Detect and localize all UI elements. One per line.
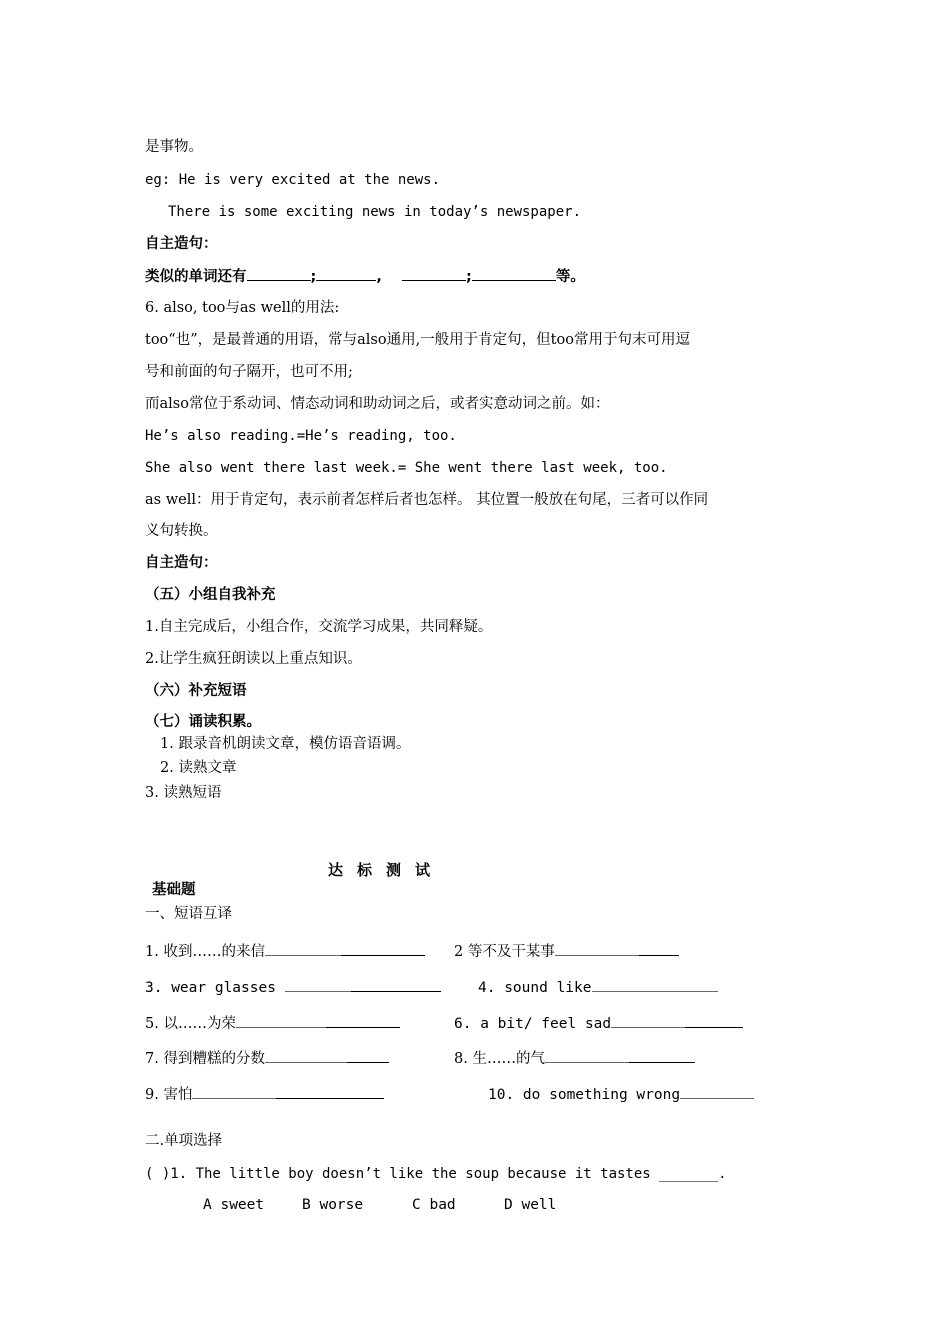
phrase-item bbox=[145, 1084, 384, 1105]
option-b[interactable]: B worse bbox=[302, 1197, 364, 1213]
answer-blank[interactable] bbox=[592, 977, 718, 992]
text-line: 1.自主完成后，小组合作，交流学习成果，共同释疑。 bbox=[145, 619, 493, 635]
answer-blank[interactable] bbox=[351, 977, 441, 992]
section-heading: （五）小组自我补充 bbox=[145, 587, 276, 603]
answer-blank[interactable] bbox=[265, 941, 341, 956]
phrase-text: 2 等不及干某事 bbox=[454, 944, 555, 960]
phrase-item bbox=[145, 941, 425, 962]
phrase-text: 8. 生……的气 bbox=[454, 1051, 545, 1067]
text-line: as well：用于肯定句，表示前者怎样后者也怎样。 其位置一般放在句尾，三者可以作同 bbox=[145, 492, 709, 508]
answer-blank[interactable] bbox=[285, 977, 351, 992]
answer-blank[interactable] bbox=[639, 941, 679, 956]
phrase-item bbox=[478, 977, 718, 998]
phrase-item bbox=[454, 941, 679, 962]
phrase-text: 9. 害怕 bbox=[145, 1087, 193, 1103]
phrase-text: 1. 收到……的来信 bbox=[145, 944, 265, 960]
phrase-text: 7. 得到糟糕的分数 bbox=[145, 1051, 265, 1067]
phrase-item bbox=[488, 1084, 754, 1105]
test-title: 达标测试 bbox=[328, 861, 445, 879]
text-line: 而also常位于系动词、情态动词和助动词之后，或者实意动词之前。如： bbox=[145, 396, 610, 412]
answer-blank[interactable] bbox=[611, 1013, 685, 1028]
self-sentence-label: 自主造句： bbox=[145, 236, 218, 252]
text-line: too“也”，是最普通的用语，常与also通用,一般用于肯定句，但too常用于句末可用逗 bbox=[145, 332, 690, 348]
example-line: There is some exciting news in today’s newspaper. bbox=[168, 204, 582, 220]
answer-blank[interactable] bbox=[545, 1048, 629, 1063]
phrase-text: 5. 以……为荣 bbox=[145, 1016, 236, 1032]
option-a[interactable]: A sweet bbox=[203, 1197, 265, 1213]
section-heading: （七）诵读积累。 bbox=[145, 714, 261, 730]
phrase-item bbox=[145, 1013, 400, 1034]
phrase-text: 6. a bit/ feel sad bbox=[454, 1016, 612, 1032]
phrase-item bbox=[454, 1013, 743, 1034]
answer-blank[interactable] bbox=[265, 1048, 347, 1063]
example-line: He’s also reading.=He’s reading, too. bbox=[145, 428, 457, 444]
basic-heading: 基础题 bbox=[152, 882, 196, 898]
option-d[interactable]: D well bbox=[504, 1197, 557, 1213]
answer-blank[interactable] bbox=[192, 1084, 276, 1099]
answer-blank[interactable] bbox=[326, 1013, 400, 1028]
section-heading: 二.单项选择 bbox=[145, 1133, 223, 1149]
text-line: 是事物。 bbox=[145, 139, 203, 155]
list-item: 1. 跟录音机朗读文章，模仿语音语调。 bbox=[160, 736, 411, 752]
phrase-text: 10. do something wrong bbox=[488, 1087, 681, 1103]
text-line: 6. also, too与as well的用法: bbox=[145, 300, 340, 316]
section-heading: （六）补充短语 bbox=[145, 683, 247, 699]
answer-blank[interactable] bbox=[555, 941, 639, 956]
answer-blank[interactable] bbox=[685, 1013, 743, 1028]
example-line: She also went there last week.= She went there last week, too. bbox=[145, 460, 668, 476]
answer-blank[interactable] bbox=[347, 1048, 389, 1063]
answer-blank[interactable] bbox=[680, 1084, 754, 1099]
similar-words-line: 类似的单词还有 ; , ; 等。 bbox=[145, 266, 585, 287]
answer-blank[interactable] bbox=[276, 1084, 384, 1099]
section-heading: 一、短语互译 bbox=[145, 906, 232, 922]
phrase-item bbox=[145, 1048, 389, 1069]
phrase-item bbox=[454, 1048, 695, 1069]
option-c[interactable]: C bad bbox=[412, 1197, 456, 1213]
answer-blank[interactable] bbox=[472, 266, 556, 281]
similar-words-prefix: 类似的单词还有 bbox=[145, 269, 247, 285]
question-line: ( )1. The little boy doesn’t like the soup because it tastes _______. bbox=[145, 1166, 727, 1182]
text-line: 号和前面的句子隔开，也可不用; bbox=[145, 364, 353, 380]
answer-blank[interactable] bbox=[316, 266, 376, 281]
phrase-item bbox=[145, 977, 441, 998]
similar-words-suffix: 等。 bbox=[555, 269, 585, 285]
answer-blank[interactable] bbox=[236, 1013, 326, 1028]
answer-blank[interactable] bbox=[341, 941, 425, 956]
example-line: eg: He is very excited at the news. bbox=[145, 172, 441, 188]
answer-blank[interactable] bbox=[402, 266, 466, 281]
self-sentence-label: 自主造句： bbox=[145, 555, 218, 571]
answer-blank[interactable] bbox=[247, 266, 311, 281]
list-item: 2. 读熟文章 bbox=[160, 760, 237, 776]
answer-blank[interactable] bbox=[629, 1048, 695, 1063]
text-line: 2.让学生疯狂朗读以上重点知识。 bbox=[145, 651, 362, 667]
list-item: 3. 读熟短语 bbox=[145, 785, 222, 801]
phrase-text: 4. sound like bbox=[478, 980, 592, 996]
text-line: 义句转换。 bbox=[145, 523, 218, 539]
phrase-text: 3. wear glasses bbox=[145, 980, 276, 996]
